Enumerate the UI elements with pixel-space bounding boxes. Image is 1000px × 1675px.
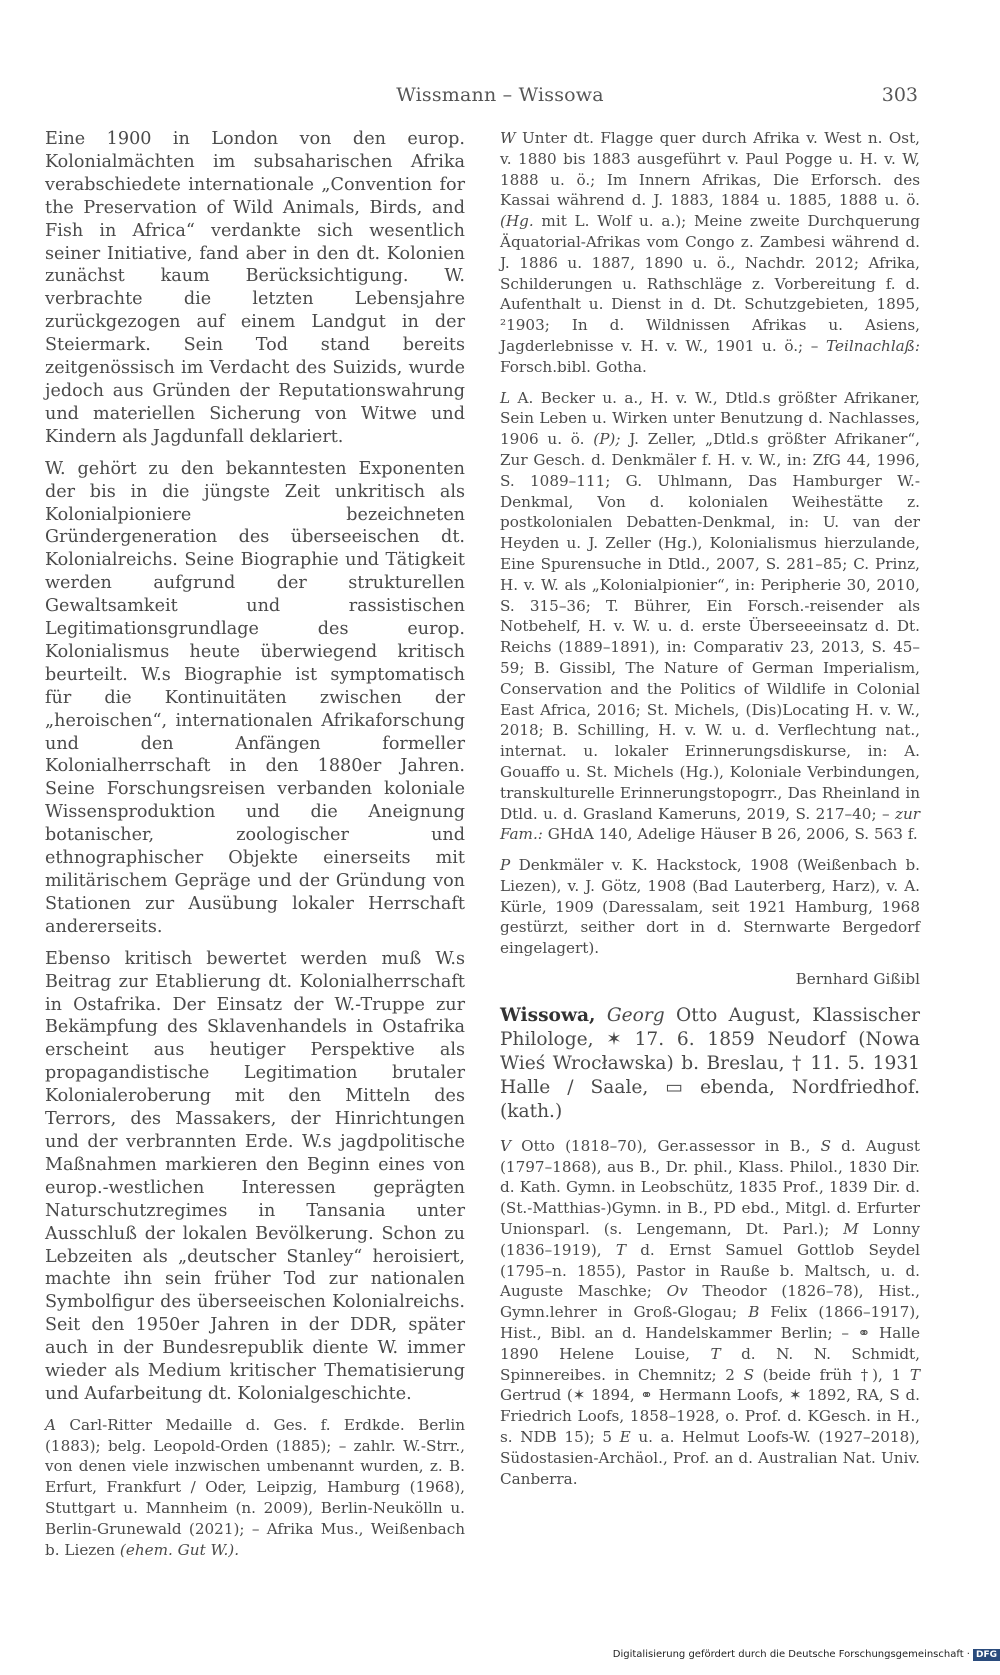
paragraph-3: Ebenso kritisch bewertet werden muß W.s Beitrag zur Etablierung dt. Kolonialherrschaft in Ostafrika. Der Einsatz der W.-Truppe zur Bekämpfung des Sklavenhandels in Ostafrika erscheint aus heutiger Perspektive als propagandistische Legitimation brutaler Kolonialeroberung mit den Mitteln des Terrors, des Massakers, der Hinrichtungen und der verbrannten Erde. W.s jagdpolitische Maßnahmen markieren den Beginn eines von europ.-westlichen Interessen geprägten Naturschutzregimes in Tansania unter Ausschluß der lokalen Bevölkerung. Schon zu Lebzeiten als „deutscher Stanley“ heroisiert, machte ihn sein früher Tod zur nationalen Symbolfigur des überseeischen Kolonialreichs. Seit den 1950er Jahren in der DDR, später auch in der Bundesrepublik diente W. immer wieder als Medium kritischer Thematisierung und Aufarbeitung dt. Kolonialgeschichte. bbox=[45, 948, 465, 1404]
right-column bbox=[500, 128, 920, 1499]
awards-text: Carl-Ritter Medaille d. Ges. f. Erdkde. Berlin (1883); belg. Leopold-Orden (1885); – zahlr. W.-Strr., von denen viele inzwischen umbenannt wurden, z. B. Erfurt, Frankfurt / Oder, Leipzig, Hamburg (1968), Stuttgart u. Mannheim (n. 2009), Berlin-Neukölln u. Berlin-Grunewald (2021); – Afrika Mus., Weißenbach b. Liezen bbox=[45, 1415, 465, 1559]
genealogy-t2: T bbox=[710, 1344, 721, 1363]
genealogy-e: E bbox=[619, 1428, 631, 1447]
genealogy-text-4: d. Ernst Samuel Gottlob Seydel (1795–n. 1855), Pastor in Rauße b. Maltsch, u. d. Auguste Maschke; bbox=[500, 1240, 920, 1301]
genealogy-text-1: Otto (1818–70), Ger.assessor in B., bbox=[510, 1136, 821, 1155]
genealogy-text-6: Felix (1866–1917), Hist., Bibl. an d. Handelskammer Berlin; – ⚭ Halle 1890 Helene Louise, bbox=[500, 1303, 920, 1363]
genealogy-ov: Ov bbox=[666, 1282, 688, 1301]
genealogy-text-9: Gertrud (✶ 1894, ⚭ Hermann Loofs, ✶ 1892, RA, S d. Friedrich Loofs, 1858–1928, o. Prof. d. KGesch. in H., s. NDB 15); 5 bbox=[500, 1386, 920, 1447]
literature-text-1: A. Becker u. a., H. v. W., Dtld.s größter Afrikaner, Sein Leben u. Wirken unter Benutzung d. Nachlasses, 1906 u. ö. bbox=[500, 388, 920, 449]
works-paragraph bbox=[500, 128, 920, 378]
literature-portrait: (P); bbox=[593, 430, 621, 449]
digitization-footer bbox=[613, 1649, 1000, 1665]
literature-family: zur Fam.: bbox=[500, 804, 920, 844]
literature-marker: L bbox=[500, 388, 511, 407]
genealogy-text-3: Lonny (1836–1919), bbox=[500, 1220, 920, 1259]
works-nachlass: Teilnachlaß: bbox=[826, 336, 920, 355]
genealogy-t3: T bbox=[909, 1365, 920, 1384]
portraits-paragraph bbox=[500, 855, 920, 959]
genealogy-text-7: d. N. N. Schmidt, Spinnereibes. in Chemnitz; 2 bbox=[500, 1344, 920, 1384]
author-signature: Bernhard Gißibl bbox=[795, 970, 920, 989]
genealogy-paragraph bbox=[500, 1136, 920, 1490]
dfg-logo: DFG bbox=[973, 1649, 1000, 1661]
entry-name: Wissowa, bbox=[500, 1004, 596, 1026]
works-text-2: mit L. Wolf u. a.); Meine zweite Durchquerung Äquatorial-Afrikas vom Congo z. Zambesi während d. J. 1886 u. 1887, 1890 u. ö., Nachdr. 2012; Afrika, Schilderungen u. Rathschläge z. Vorbereitung f. d. Aufenthalt u. Dienst in d. Dt. Schutzgebieten, 1895, ²1903; In d. Wildnissen Afrikas u. Asiens, Jagderlebnisse v. H. v. W., 1901 u. ö.; – bbox=[500, 212, 920, 355]
genealogy-marker: V bbox=[500, 1136, 511, 1155]
portraits-marker: P bbox=[500, 856, 511, 875]
literature-paragraph bbox=[500, 388, 920, 846]
paragraph-2: W. gehört zu den bekanntesten Exponenten der bis in die jüngste Zeit unkritisch als Kolonialpioniere bezeichneten Gründergeneration des überseeischen dt. Kolonialreichs. Seine Biographie und Tätigkeit werden aufgrund der strukturellen Gewaltsamkeit und rassistischen Legitimationsgrundlage des europ. Kolonialismus heute überwiegend kritisch beurteilt. W.s Biographie ist symptomatisch für die Kontinuitäten zwischen der „heroischen“, internationalen Afrikaforschung und den Anfängen formeller Kolonialherrschaft in den 1880er Jahren. Seine Forschungsreisen verbanden koloniale Wissensproduktion und die Aneignung botanischer, zoologischer und ethnographischer Objekte einerseits mit militärischem Gepräge und der Gründung von Stationen zur Ausübung lokaler Herrschaft andererseits. bbox=[45, 458, 465, 937]
awards-italic-end: (ehem. Gut W.). bbox=[119, 1540, 240, 1559]
genealogy-s: S bbox=[820, 1136, 831, 1155]
genealogy-text-10: u. a. Helmut Loofs-W. (1927–2018), Südostasien-Archäol., Prof. an d. Australian Nat. Univ. Canberra. bbox=[500, 1428, 920, 1488]
works-marker: W bbox=[500, 129, 516, 147]
running-header bbox=[0, 84, 1000, 114]
awards-marker: A bbox=[45, 1415, 56, 1434]
awards-paragraph bbox=[45, 1415, 465, 1561]
entry-given-name: Georg bbox=[606, 1004, 665, 1026]
entry-details: Otto August, Klassischer Philologe, ✶ 17. 6. 1859 Neudorf (Nowa Wieś Wrocławska) b. Breslau, † 11. 5. 1931 Halle / Saale, ▭ ebenda, Nordfriedhof. (kath.) bbox=[500, 1004, 920, 1122]
portraits-text: Denkmäler v. K. Hackstock, 1908 (Weißenbach b. Liezen), v. J. Götz, 1908 (Bad Lauterberg, Harz), v. A. Kürle, 1909 (Daressalam, seit 1921 Hamburg, 1968 gestürzt, seither dort in d. Sternwarte Bergedorf eingelagert). bbox=[500, 856, 920, 958]
works-hg: (Hg. bbox=[500, 212, 534, 231]
page-number: 303 bbox=[881, 84, 918, 106]
works-text-1: Unter dt. Flagge quer durch Afrika v. West n. Ost, v. 1880 bis 1883 ausgeführt v. Paul Pogge u. H. v. W, 1888 u. ö.; Im Innern Afrikas, Die Erforsch. des Kassai während d. J. 1883, 1884 u. 1885, 1888 u. ö. bbox=[500, 129, 920, 210]
paragraph-1: Eine 1900 in London von den europ. Kolonialmächten im subsaharischen Afrika verabschiedete internationale „Convention for the Preservation of Wild Animals, Birds, and Fish in Africa“ verdankte sich wesentlich seiner Initiative, fand aber in den dt. Kolonien zunächst kaum Berücksichtigung. W. verbrachte die letzten Lebensjahre zurückgezogen auf einem Landgut in der Steiermark. Sein Tod stand bereits zeitgenössisch im Verdacht des Suizids, wurde jedoch aus Gründen der Reputationswahrung und materiellen Sicherung von Witwe und Kindern als Jagdunfall deklariert. bbox=[45, 129, 465, 447]
literature-text-2: J. Zeller, „Dtld.s größter Afrikaner“, Zur Gesch. d. Denkmäler f. H. v. W., in: ZfG 44, 1996, S. 1089–111; G. Uhlmann, Das Hamburger W.-Denkmal, Von d. kolonialen Weihestätte z. postkolonialen Debatten-Denkmal, in: U. van der Heyden u. J. Zeller (Hg.), Kolonialismus hierzulande, Eine Spurensuche in Dtld., 2007, S. 281–85; C. Prinz, H. v. W. als „Kolonialpionier“, in: Peripherie 30, 2010, S. 315–36; T. Bührer, Ein Forsch.-reisender als Notbehelf, H. v. W. u. d. erste Überseeeinsatz d. Dt. Reichs (1889–1891), in: Comparativ 23, 2013, S. 45–59; B. Gissibl, The Nature of German Imperialism, Conservation and the Politics of Wildlife in Colonial East Africa, 2016; St. Michels, (Dis)Locating H. v. W., 2018; B. Schilling, H. v. W. u. d. Verflechtung nat., internat. u. lokaler Erinnerungsdiskurse, in: A. Gouaffo u. St. Michels (Hg.), Koloniale Verbindungen, transkulturelle Erinnerungstopogrr., Das Rheinland in Dtld. u. d. Grasland Kameruns, 2019, S. 217–40; – bbox=[500, 430, 920, 823]
genealogy-text-2: d. August (1797–1868), aus B., Dr. phil., Klass. Philol., 1830 Dir. d. Kath. Gymn. in Leobschütz, 1835 Prof., 1839 Dir. d. (St.-Matthias-)Gymn. in B., PD ebd., Mitgl. d. Erfurter Unionsparl. (s. Lengemann, Dt. Parl.); bbox=[500, 1136, 920, 1239]
genealogy-text-5: Theodor (1826–78), Hist., Gymn.lehrer in Groß-Glogau; bbox=[500, 1282, 920, 1322]
running-title: Wissmann – Wissowa bbox=[396, 84, 604, 106]
footer-text: Digitalisierung gefördert durch die Deutsche Forschungsgemeinschaft · bbox=[612, 1649, 970, 1660]
genealogy-text-8: (beide früh †), 1 bbox=[754, 1365, 910, 1384]
genealogy-m: M bbox=[843, 1220, 859, 1239]
left-column bbox=[45, 128, 465, 1570]
literature-text-3: GHdA 140, Adelige Häuser B 26, 2006, S. 563 f. bbox=[542, 825, 918, 844]
genealogy-b: B bbox=[748, 1303, 760, 1322]
genealogy-t: T bbox=[615, 1240, 626, 1259]
works-text-3: Forsch.bibl. Gotha. bbox=[500, 357, 647, 376]
entry-heading bbox=[500, 1004, 920, 1124]
genealogy-s2: S bbox=[743, 1365, 755, 1384]
